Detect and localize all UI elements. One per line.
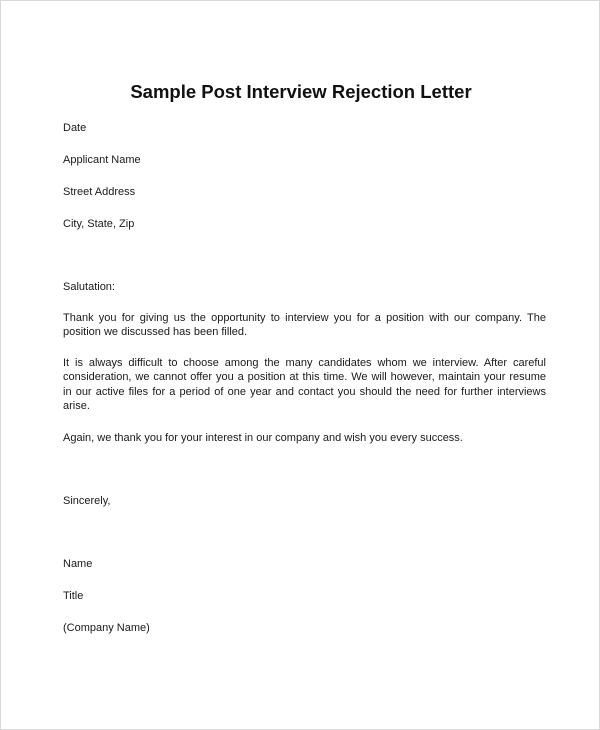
signature-name: Name xyxy=(63,558,93,570)
paragraph-1-line: Thank you for giving us the opportunity to interview you for a position with our company. The xyxy=(63,312,546,324)
closing: Sincerely, xyxy=(63,495,111,507)
paragraph-2-line: arise. xyxy=(63,400,90,412)
paragraph-3-line: Again, we thank you for your interest in our company and wish you every success. xyxy=(63,432,463,444)
paragraph-2-line: in our active files for a period of one year and contact you should the need for further interviews xyxy=(63,386,546,398)
date-line: Date xyxy=(63,122,87,134)
applicant-name-line: Applicant Name xyxy=(63,154,141,166)
city-state-zip-line: City, State, Zip xyxy=(63,218,135,230)
paragraph-1-line: position we discussed has been filled. xyxy=(63,326,248,338)
street-address-line: Street Address xyxy=(63,186,136,198)
paragraph-2-line: It is always difficult to choose among the many candidates whom we interview. After careful xyxy=(63,357,546,369)
signature-title: Title xyxy=(63,590,84,602)
signature-company: (Company Name) xyxy=(63,622,150,634)
paragraph-2-line: consideration, we cannot offer you a position at this time. We will however, maintain your resume xyxy=(63,371,546,383)
letter-title: Sample Post Interview Rejection Letter xyxy=(130,81,472,102)
salutation: Salutation: xyxy=(63,281,115,293)
